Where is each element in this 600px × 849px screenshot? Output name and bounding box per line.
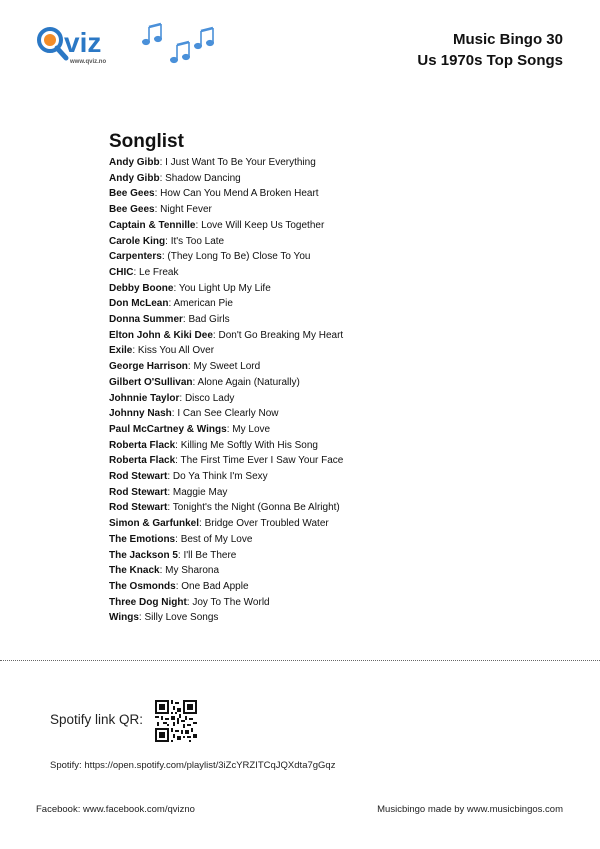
song-separator: :	[187, 361, 194, 373]
song-title: Joy To The World	[192, 596, 270, 608]
song-separator: :	[161, 251, 168, 263]
song-artist: Debby Boone	[109, 282, 174, 294]
song-artist: Bee Gees	[109, 188, 155, 200]
song-artist: Johnny Nash	[109, 408, 172, 420]
song-artist: Roberta Flack	[109, 455, 176, 467]
song-separator: :	[186, 596, 193, 608]
song-separator: :	[177, 549, 184, 561]
qviz-logo-graphic	[36, 18, 236, 76]
song-artist: CHIC	[109, 266, 134, 278]
song-item	[109, 422, 343, 438]
song-separator: :	[175, 533, 181, 545]
song-separator: :	[167, 486, 173, 498]
song-title: (They Long To Be) Close To You	[167, 251, 311, 263]
song-title: My Sharona	[165, 565, 220, 577]
song-title: My Sweet Lord	[193, 361, 261, 373]
song-artist: Don McLean	[109, 298, 169, 310]
song-artist: The Knack	[109, 565, 160, 577]
song-artist: Andy Gibb	[109, 172, 160, 184]
title-line-2: Us 1970s Top Songs	[417, 52, 563, 69]
song-separator: :	[182, 314, 189, 326]
song-separator: :	[133, 266, 140, 278]
song-title: How Can You Mend A Broken Heart	[160, 188, 319, 200]
song-separator: :	[154, 204, 161, 216]
song-separator: :	[154, 188, 161, 200]
song-item	[109, 234, 343, 250]
song-artist: Bee Gees	[109, 204, 155, 216]
song-separator: :	[173, 282, 179, 294]
song-title: Don't Go Breaking My Heart	[218, 329, 344, 341]
song-artist: Donna Summer	[109, 314, 183, 326]
song-title: Disco Lady	[184, 392, 235, 404]
song-separator: :	[165, 235, 171, 247]
song-title: Shadow Dancing	[165, 172, 241, 184]
song-artist: The Jackson 5	[109, 549, 178, 561]
song-item	[109, 485, 343, 501]
song-artist: Captain & Tennille	[109, 219, 196, 231]
song-list	[109, 155, 343, 626]
song-artist: Simon & Garfunkel	[109, 518, 200, 530]
footer-credit[interactable]: Musicbingo made by www.musicbingos.com	[377, 804, 563, 815]
song-title: Tonight's the Night (Gonna Be Alright)	[172, 502, 340, 514]
song-separator: :	[159, 565, 166, 577]
song-title: Night Fever	[160, 204, 212, 216]
song-item	[109, 249, 343, 265]
song-separator: :	[167, 471, 173, 483]
qr-label: Spotify link QR:	[50, 712, 144, 727]
song-item	[109, 375, 343, 391]
song-separator: :	[171, 408, 178, 420]
song-item	[109, 312, 343, 328]
song-item	[109, 516, 343, 532]
song-separator: :	[159, 172, 166, 184]
footer-facebook[interactable]: Facebook: www.facebook.com/qvizno	[36, 804, 195, 815]
song-item	[109, 548, 343, 564]
song-item	[109, 579, 343, 595]
song-artist: Roberta Flack	[109, 439, 176, 451]
song-item	[109, 438, 343, 454]
song-item	[109, 218, 343, 234]
song-title: Best of My Love	[180, 533, 253, 545]
song-artist: The Osmonds	[109, 580, 176, 592]
song-title: Le Freak	[139, 266, 179, 278]
song-title: Bridge Over Troubled Water	[204, 518, 329, 530]
song-separator: :	[212, 329, 219, 341]
song-artist: Carpenters	[109, 251, 162, 263]
song-artist: Johnnie Taylor	[109, 392, 180, 404]
music-notes-icon	[143, 24, 214, 63]
song-title: You Light Up My Life	[178, 282, 271, 294]
song-title: Bad Girls	[188, 314, 230, 326]
song-artist: Rod Stewart	[109, 486, 168, 498]
song-separator: :	[179, 392, 185, 404]
song-title: I Just Want To Be Your Everything	[165, 157, 316, 168]
song-title: It's Too Late	[170, 235, 225, 247]
song-separator: :	[175, 580, 182, 592]
song-artist: Wings	[109, 612, 139, 624]
song-item	[109, 500, 343, 516]
song-separator: :	[138, 612, 145, 624]
songlist-heading: Songlist	[109, 131, 184, 152]
song-item	[109, 281, 343, 297]
song-artist: Exile	[109, 345, 133, 357]
song-title: Maggie May	[172, 486, 228, 498]
song-artist: Paul McCartney & Wings	[109, 423, 227, 435]
song-artist: Elton John & Kiki Dee	[109, 329, 213, 341]
brand-url: www.qviz.no	[70, 59, 107, 65]
song-title: Killing Me Softly With His Song	[180, 439, 318, 451]
song-artist: Carole King	[109, 235, 166, 247]
song-item	[109, 469, 343, 485]
song-item	[109, 595, 343, 611]
song-separator: :	[226, 423, 233, 435]
song-title: My Love	[232, 423, 271, 435]
song-artist: Three Dog Night	[109, 596, 187, 608]
qviz-logo	[36, 18, 236, 76]
song-artist: Andy Gibb	[109, 157, 160, 168]
title-line-1: Music Bingo 30	[452, 31, 563, 48]
song-separator: :	[175, 455, 181, 467]
song-title: Kiss You All Over	[137, 345, 215, 357]
song-artist: George Harrison	[109, 361, 188, 373]
song-title: Love Will Keep Us Together	[201, 219, 325, 231]
song-separator: :	[195, 219, 202, 231]
song-separator: :	[132, 345, 138, 357]
song-separator: :	[168, 298, 174, 310]
song-item	[109, 532, 343, 548]
song-title: I Can See Clearly Now	[177, 408, 279, 420]
song-item	[109, 406, 343, 422]
song-artist: The Emotions	[109, 533, 176, 545]
song-item	[109, 265, 343, 281]
song-separator: :	[192, 376, 198, 388]
brand-wordmark: viz	[64, 27, 102, 58]
song-separator: :	[199, 518, 205, 530]
song-item	[109, 453, 343, 469]
spotify-qr-code[interactable]	[155, 700, 197, 742]
page-title	[417, 29, 563, 71]
song-item	[109, 171, 343, 187]
song-title: Do Ya Think I'm Sexy	[172, 471, 268, 483]
song-title: American Pie	[173, 298, 233, 310]
song-title: One Bad Apple	[181, 580, 249, 592]
song-item	[109, 343, 343, 359]
song-item	[109, 391, 343, 407]
song-item	[109, 186, 343, 202]
song-artist: Rod Stewart	[109, 471, 168, 483]
song-title: I'll Be There	[183, 549, 237, 561]
song-item	[109, 328, 343, 344]
song-item	[109, 563, 343, 579]
song-item	[109, 202, 343, 218]
spotify-link[interactable]: Spotify: https://open.spotify.com/playlist/3iZcYRZITCqJQXdta7gGqz	[50, 760, 336, 771]
song-separator: :	[159, 157, 166, 168]
song-separator: :	[167, 502, 173, 514]
song-title: Silly Love Songs	[144, 612, 219, 624]
song-item	[109, 359, 343, 375]
song-artist: Gilbert O'Sullivan	[109, 376, 193, 388]
song-item	[109, 155, 343, 171]
song-item	[109, 296, 343, 312]
song-title: The First Time Ever I Saw Your Face	[180, 455, 344, 467]
song-item	[109, 610, 343, 626]
song-title: Alone Again (Naturally)	[197, 376, 300, 388]
song-artist: Rod Stewart	[109, 502, 168, 514]
divider	[0, 660, 600, 661]
song-separator: :	[175, 439, 181, 451]
